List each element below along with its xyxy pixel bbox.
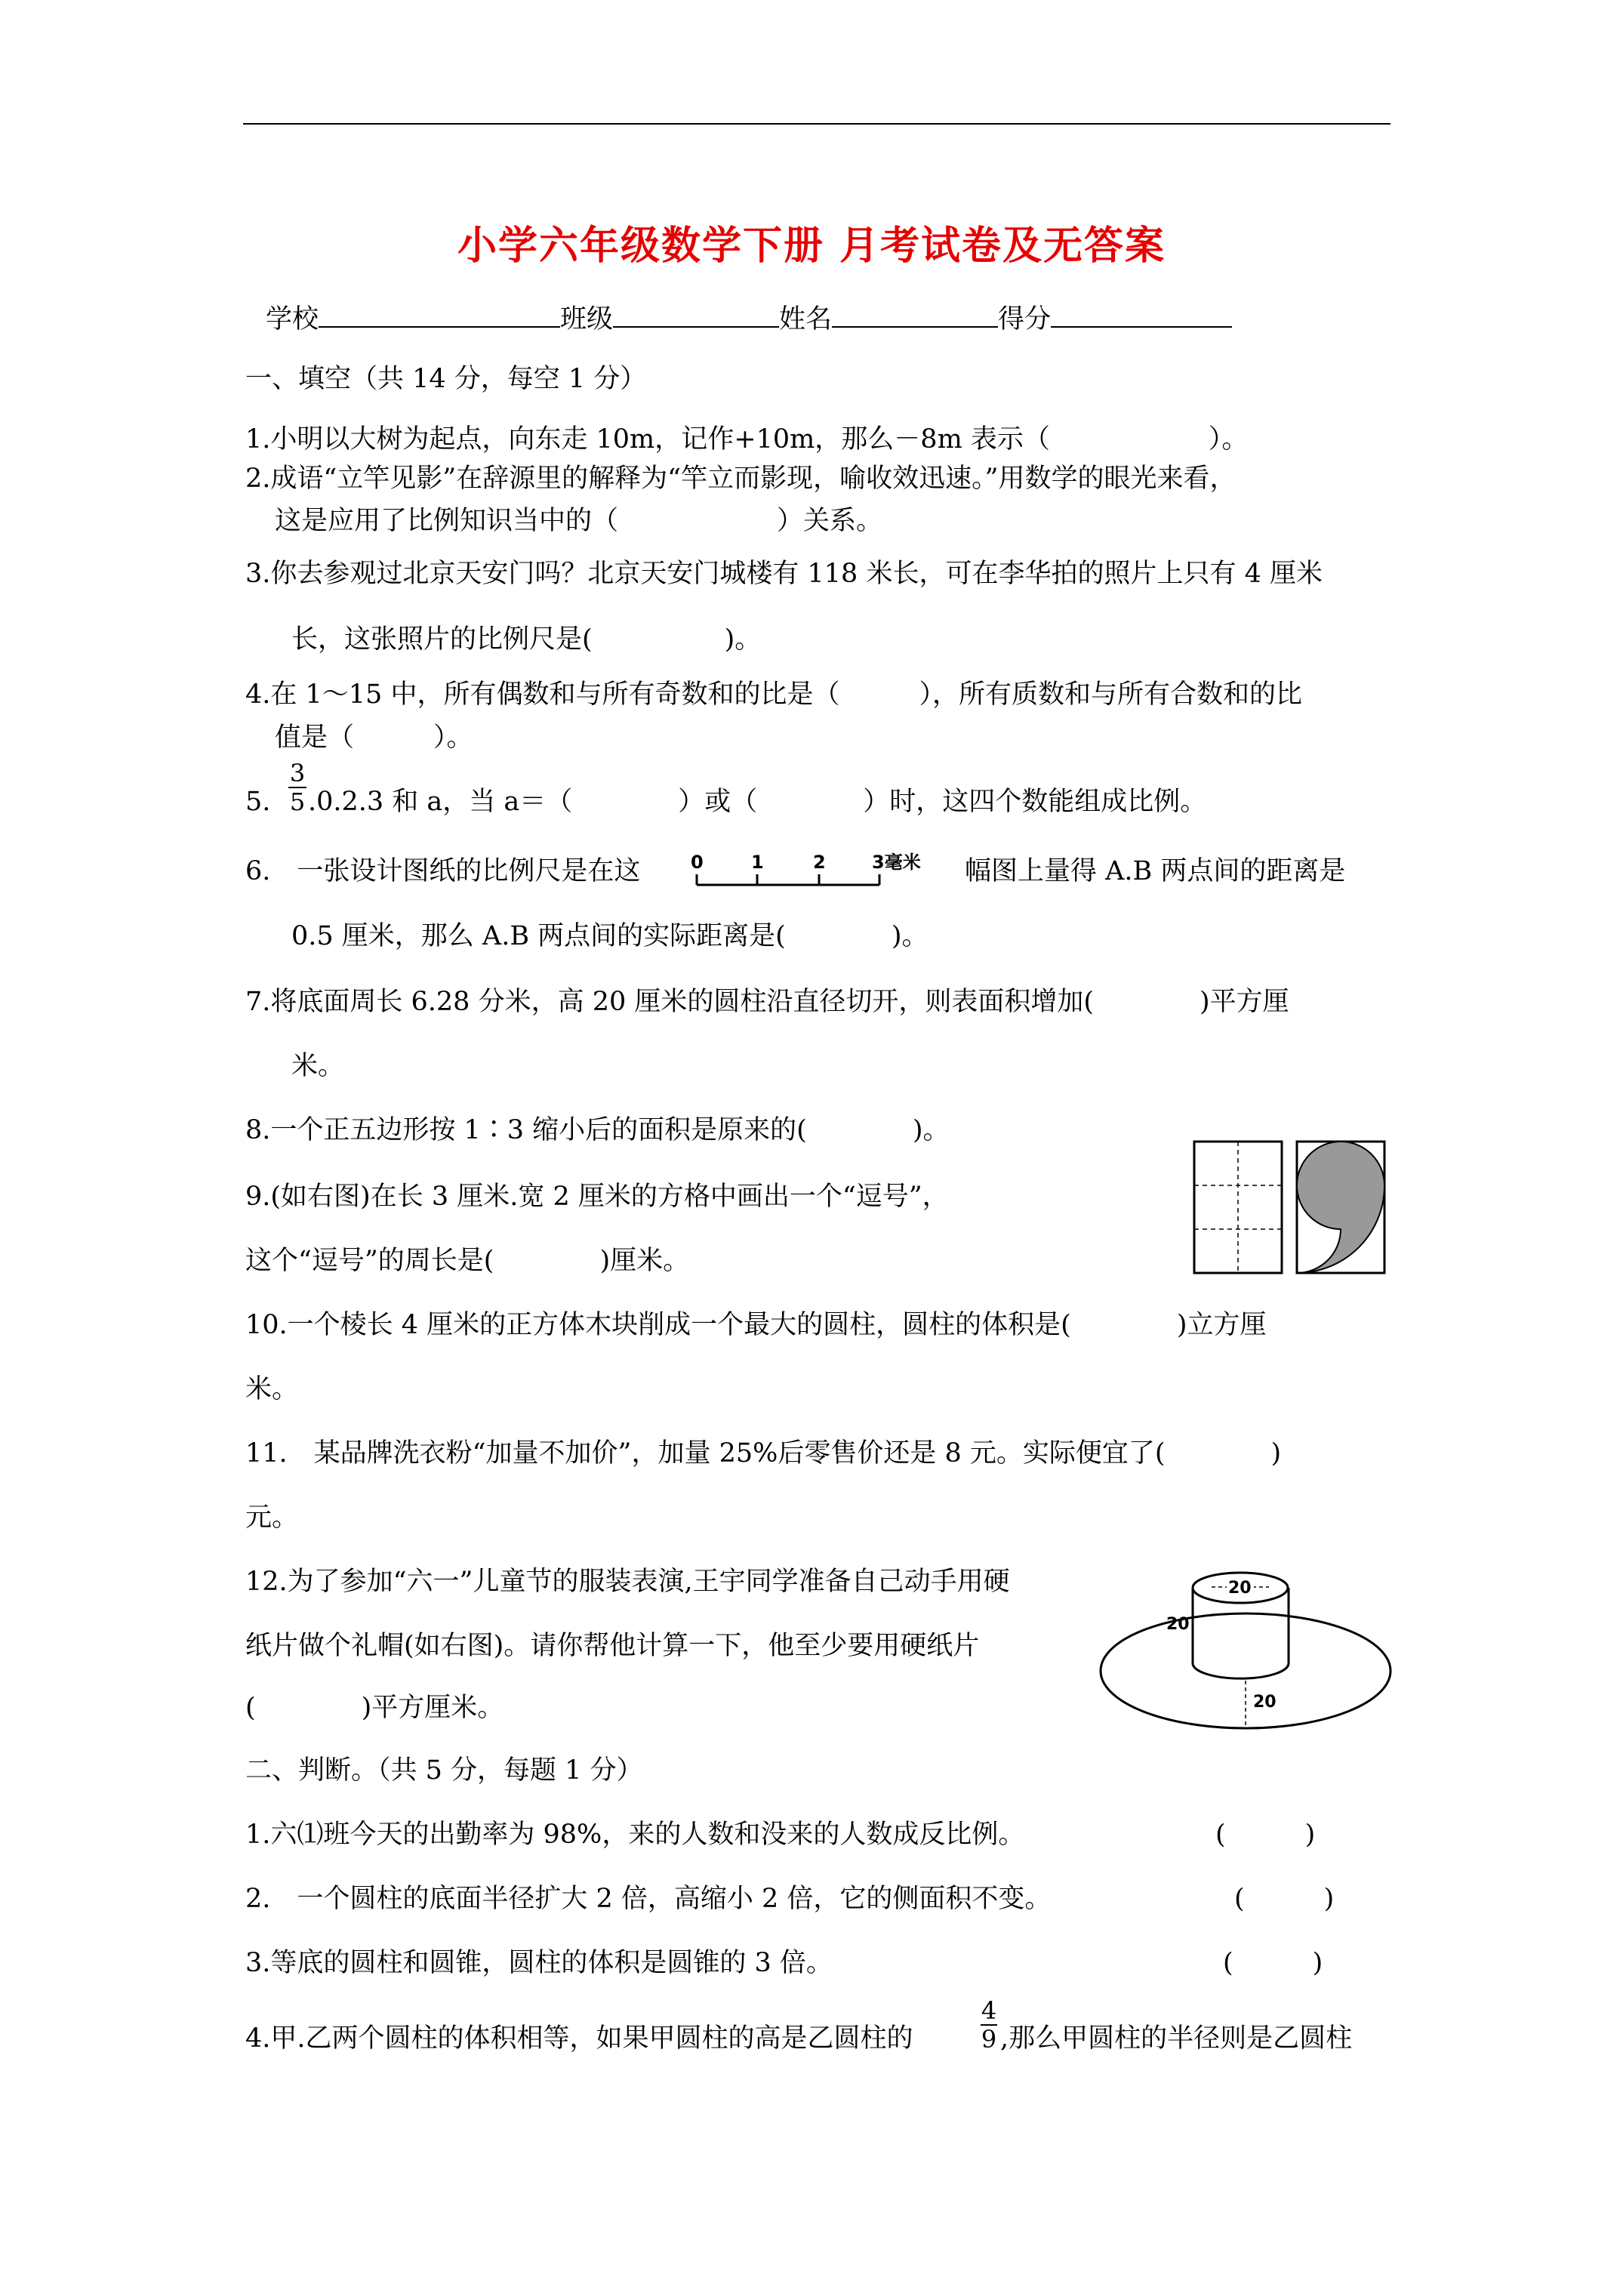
score-label: 得分 [998, 304, 1052, 334]
judge-4-end: ,那么甲圆柱的半径则是乙圆柱 [1000, 2023, 1353, 2054]
question-2-line1: 2.成语“立竿见影”在辞源里的解释为“竿立而影现，喻收效迅速。”用数学的眼光来看， [245, 464, 1236, 494]
page-title: 小学六年级数学下册 月考试卷及无答案 [457, 223, 1166, 269]
question-5-number: 5. [245, 787, 271, 817]
question-7-line2: 米。 [291, 1051, 345, 1081]
fraction-numerator: 3 [289, 759, 306, 787]
scale-bar-figure [691, 852, 940, 893]
judge-2-answer[interactable]: ( ) [1234, 1884, 1335, 1914]
question-4-line2: 值是（ ）。 [275, 723, 473, 753]
fraction-numerator: 4 [981, 1996, 997, 2025]
top-rule [243, 123, 1390, 125]
judge-3: 3.等底的圆柱和圆锥，圆柱的体积是圆锥的 3 倍。 [245, 1948, 833, 1978]
info-line [266, 299, 1232, 336]
question-6-line1-start: 6. 一张设计图纸的比例尺是在这 [245, 856, 641, 886]
question-12-line1: 12.为了参加“六一”儿童节的服装表演,王宇同学准备自己动手用硬 [245, 1567, 1010, 1597]
question-2-line2: 这是应用了比例知识当中的（ ）关系。 [275, 506, 883, 536]
question-9-line2: 这个“逗号”的周长是( )厘米。 [245, 1246, 690, 1276]
section2-heading: 二、判断。（共 5 分，每题 1 分） [245, 1755, 643, 1786]
hat-side-label: 20 [1166, 1615, 1190, 1634]
scale-label-1: 1 [751, 852, 764, 873]
comma-shape [1297, 1142, 1384, 1273]
question-7-line1: 7.将底面周长 6.28 分米，高 20 厘米的圆柱沿直径切开，则表面积增加( )平方厘 [245, 987, 1289, 1017]
question-12-line2: 纸片做个礼帽(如右图)。请你帮他计算一下，他至少要用硬纸片 [245, 1631, 980, 1661]
question-3-line2: 长，这张照片的比例尺是( )。 [291, 624, 762, 655]
judge-4-start: 4.甲.乙两个圆柱的体积相等，如果甲圆柱的高是乙圆柱的 [245, 2023, 913, 2054]
question-1: 1.小明以大树为起点，向东走 10m，记作+10m，那么－8m 表示（ ）。 [245, 424, 1249, 455]
question-3-line1: 3.你去参观过北京天安门吗？北京天安门城楼有 118 米长，可在李华拍的照片上只有 4 厘米 [245, 559, 1323, 589]
hat-brim-label: 20 [1253, 1693, 1277, 1712]
scale-label-3: 3毫米 [872, 852, 921, 873]
question-5-fraction [287, 760, 308, 815]
question-8: 8.一个正五边形按 1∶3 缩小后的面积是原来的( )。 [245, 1115, 950, 1145]
name-field[interactable] [832, 299, 998, 328]
scale-label-0: 0 [691, 852, 704, 873]
question-4-line1: 4.在 1～15 中，所有偶数和与所有奇数和的比是（ ），所有质数和与所有合数和的比 [245, 680, 1302, 710]
judge-1-answer[interactable]: ( ) [1215, 1820, 1316, 1850]
judge-2: 2. 一个圆柱的底面半径扩大 2 倍，高缩小 2 倍，它的侧面积不变。 [245, 1884, 1052, 1914]
fraction-denominator: 9 [981, 2025, 997, 2054]
scale-label-2: 2 [813, 852, 826, 873]
question-11-line1: 11. 某品牌洗衣粉“加量不加价”，加量 25%后零售价还是 8 元。实际便宜了( ) [245, 1438, 1282, 1469]
school-field[interactable] [319, 299, 560, 328]
judge-1: 1.六⑴班今天的出勤率为 98%，来的人数和没来的人数成反比例。 [245, 1820, 1025, 1850]
question-12-line3: ( )平方厘米。 [245, 1693, 504, 1723]
question-5-text: .0.2.3 和 a，当 a＝（ ）或（ ）时，这四个数能组成比例。 [308, 787, 1207, 817]
question-11-line2: 元。 [245, 1502, 299, 1533]
question-6-line1-end: 幅图上量得 A.B 两点间的距离是 [965, 856, 1346, 886]
hat-crown-base [1193, 1663, 1289, 1678]
hat-top-label: 20 [1228, 1579, 1252, 1598]
score-field[interactable] [1051, 299, 1232, 328]
question-9-line1: 9.(如右图)在长 3 厘米.宽 2 厘米的方格中画出一个“逗号”， [245, 1182, 949, 1212]
fraction-denominator: 5 [289, 787, 306, 816]
question-10-line1: 10.一个棱长 4 厘米的正方体木块削成一个最大的圆柱，圆柱的体积是( )立方厘 [245, 1310, 1267, 1340]
judge-3-answer[interactable]: ( ) [1223, 1948, 1323, 1978]
section1-heading: 一、填空（共 14 分，每空 1 分） [245, 364, 647, 394]
school-label: 学校 [266, 304, 319, 334]
class-label: 班级 [560, 304, 614, 334]
class-field[interactable] [613, 299, 779, 328]
question-10-line2: 米。 [245, 1374, 299, 1404]
name-label: 姓名 [779, 304, 833, 334]
question-6-line2: 0.5 厘米，那么 A.B 两点间的实际距离是( )。 [291, 921, 929, 951]
judge-4-fraction [979, 1997, 999, 2053]
comma-figure [1193, 1140, 1389, 1276]
hat-figure [1098, 1561, 1393, 1731]
